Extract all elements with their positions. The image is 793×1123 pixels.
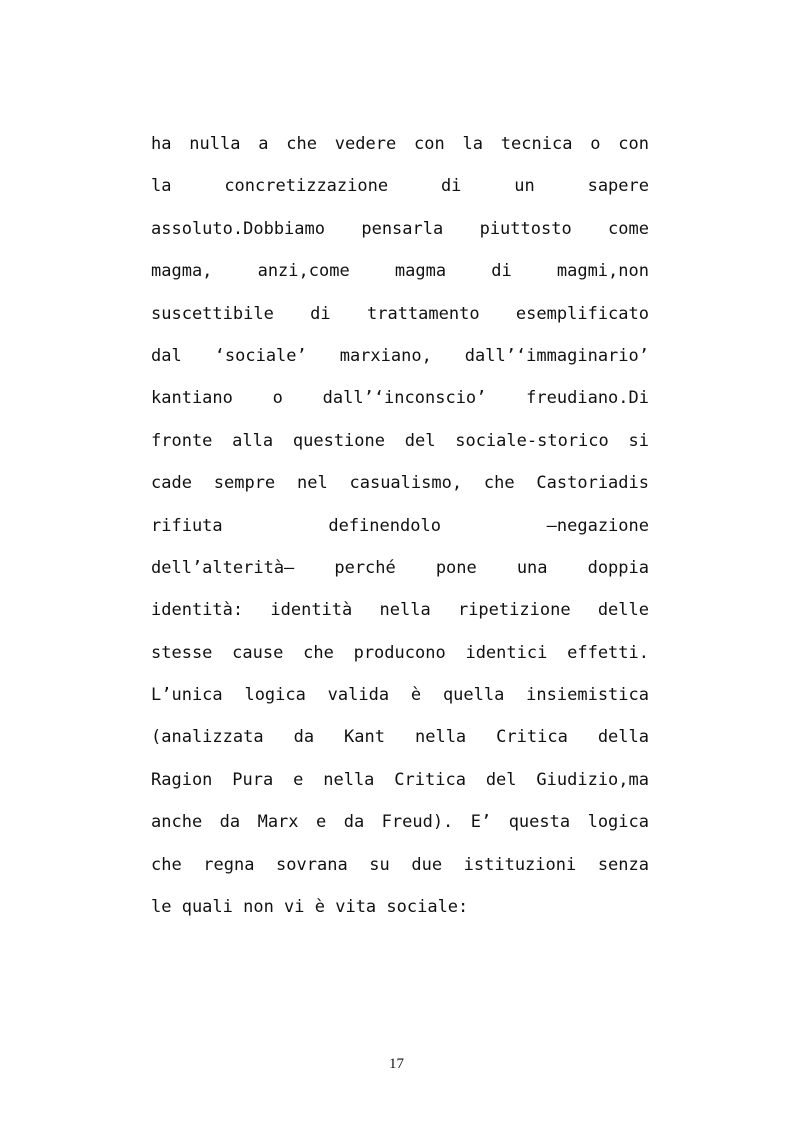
- text-line: assoluto.Dobbiamo pensarla piuttosto come: [151, 218, 649, 239]
- text-line: anche da Marx e da Freud). E’ questa logica: [151, 812, 649, 833]
- text-line: rifiuta definendolo –negazione: [151, 515, 649, 536]
- text-line: la concretizzazione di un sapere: [151, 176, 649, 197]
- text-line: fronte alla questione del sociale-storico si: [151, 430, 649, 451]
- page-number: 17: [389, 1056, 404, 1072]
- text-line: cade sempre nel casualismo, che Castoriadis: [151, 473, 649, 494]
- text-line: suscettibile di trattamento esemplificato: [151, 303, 649, 324]
- text-line: magma, anzi,come magma di magmi,non: [151, 261, 649, 282]
- text-line: stesse cause che producono identici effetti.: [151, 642, 649, 663]
- text-line: che regna sovrana su due istituzioni senza: [151, 854, 649, 875]
- body-paragraph: [151, 130, 649, 935]
- text-line: Ragion Pura e nella Critica del Giudizio,ma: [151, 769, 649, 790]
- text-line: kantiano o dall’‘inconscio’ freudiano.Di: [151, 388, 649, 409]
- text-line: dell’alterità– perché pone una doppia: [151, 557, 649, 578]
- text-line: identità: identità nella ripetizione delle: [151, 600, 649, 621]
- text-line: L’unica logica valida è quella insiemistica: [151, 685, 649, 706]
- text-line: le quali non vi è vita sociale:: [151, 897, 469, 918]
- text-line: (analizzata da Kant nella Critica della: [151, 727, 649, 748]
- text-line: dal ‘sociale’ marxiano, dall’‘immaginario’: [151, 345, 649, 366]
- text-line: ha nulla a che vedere con la tecnica o con: [151, 134, 649, 154]
